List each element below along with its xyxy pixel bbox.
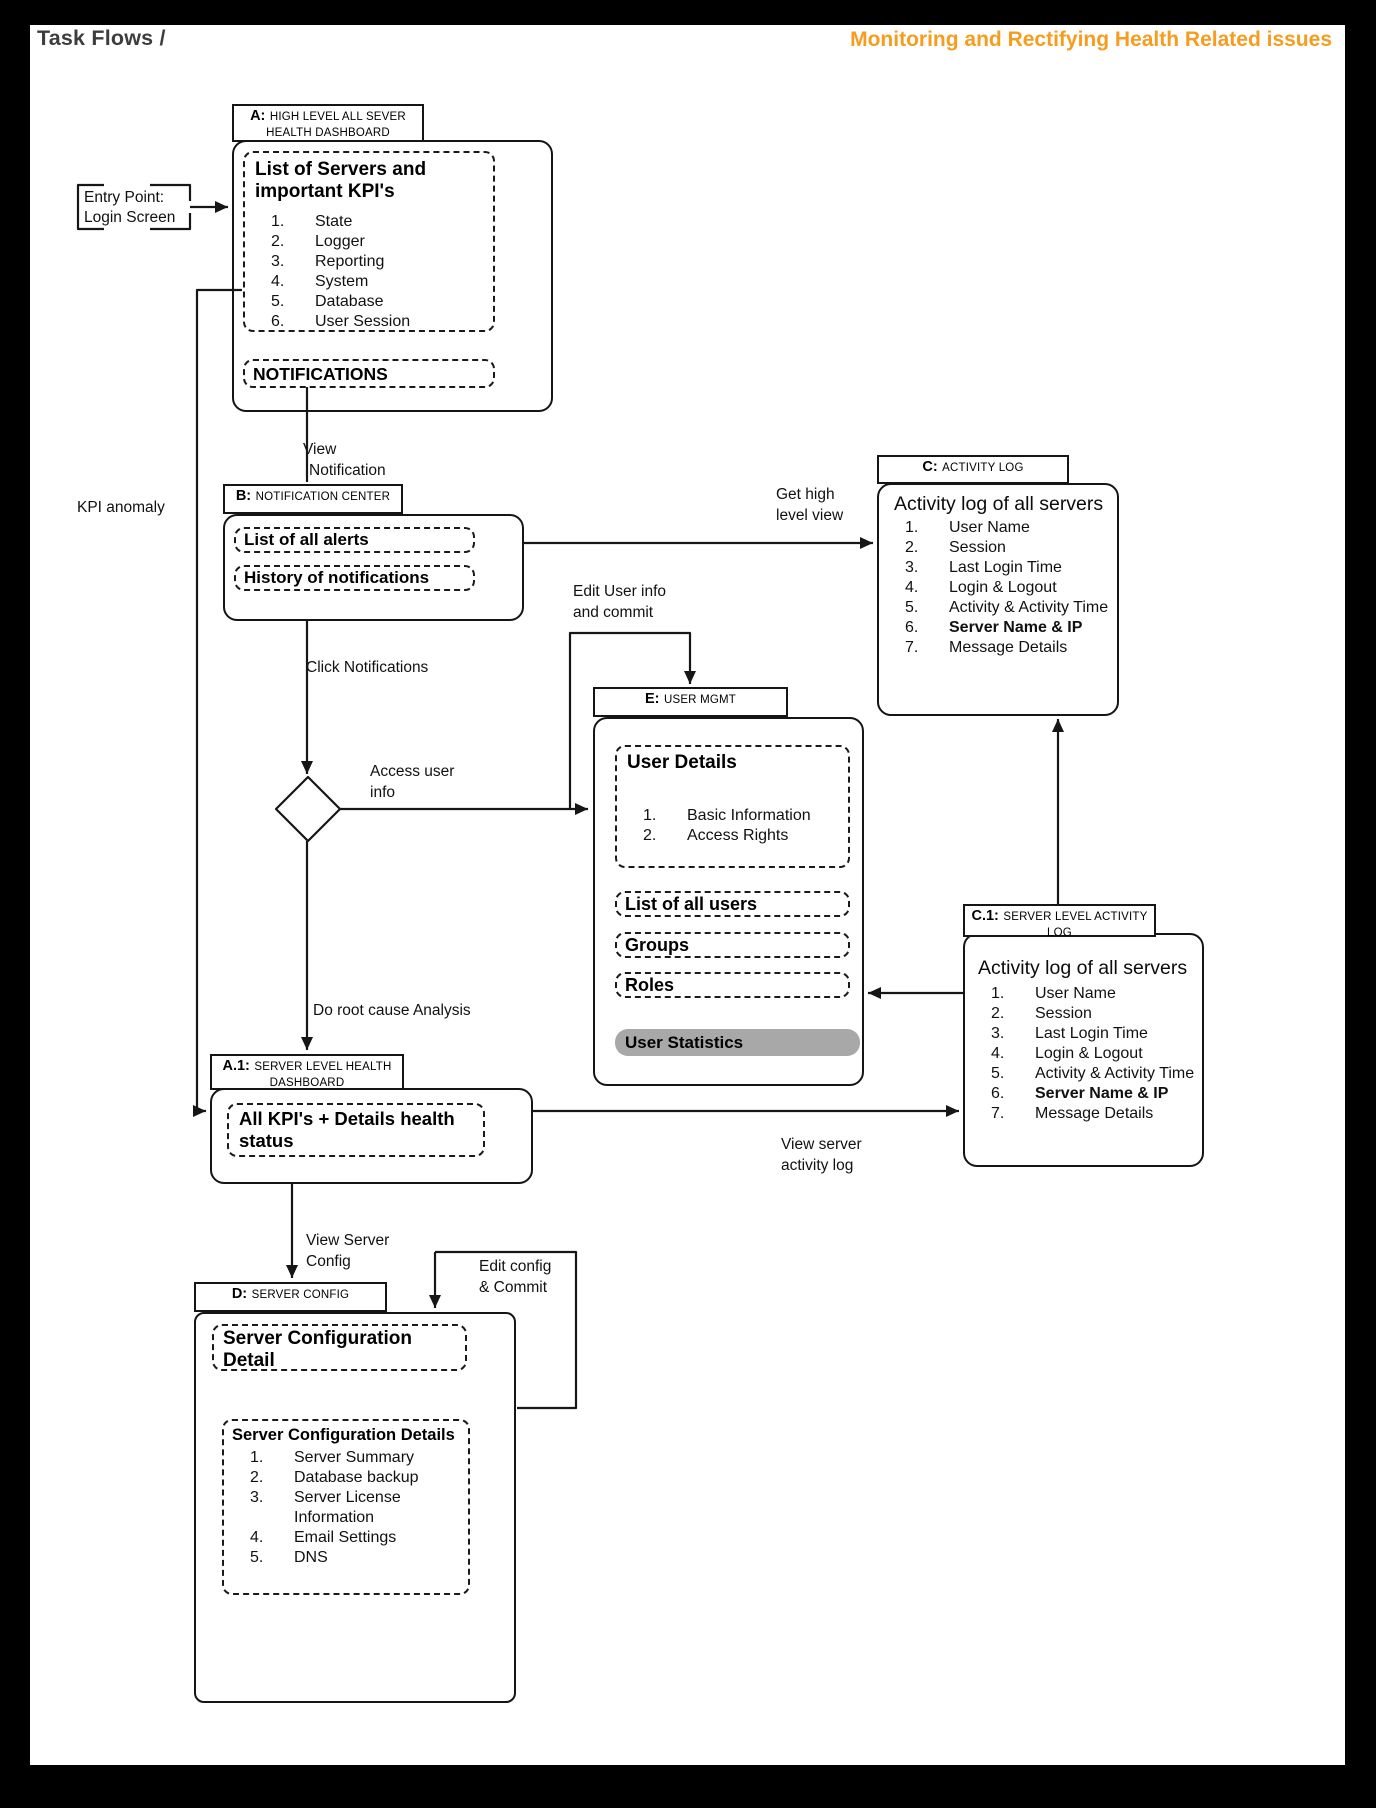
list-item-number: 3. [991,1025,1005,1042]
node-b-box [223,514,524,621]
list-item [617,806,848,826]
node-a-kpi-list [245,212,493,332]
list-item-number: 1. [643,807,657,824]
list-item-text: Basic Information [687,807,811,824]
edge-label-view-server-activity-l1: View server [781,1136,862,1153]
list-item [245,272,493,292]
list-item [965,984,1202,1004]
list-item-number: 2. [271,233,285,250]
list-item-number: 2. [905,539,919,556]
list-item-text: Message Details [1035,1105,1154,1122]
node-c-list [879,518,1117,658]
list-item-number: 1. [905,519,919,536]
node-c1-title: Activity log of all servers [978,957,1188,979]
list-item-number: 5. [991,1065,1005,1082]
list-item [245,232,493,252]
node-a1-kpi-panel [227,1103,485,1157]
list-item-text: Server Name & IP [1035,1085,1169,1102]
node-e-user-details-list [617,806,848,846]
list-item-number: 3. [250,1489,264,1506]
node-c-title: Activity log of all servers [894,493,1104,515]
list-item-number: 6. [905,619,919,636]
list-item-text: Last Login Time [1035,1025,1148,1042]
edge-label-get-high-level-view [776,485,843,526]
node-a1-content: All KPI's + Details health status [239,1108,455,1151]
node-d-details-panel [222,1419,470,1595]
list-item [224,1528,468,1548]
node-e-label [593,687,788,717]
node-a1-box [210,1088,533,1184]
node-c1-label [963,904,1156,937]
list-item [965,1104,1202,1124]
node-b-history-panel [234,565,475,591]
node-c1-box [963,933,1204,1167]
list-item [879,538,1117,558]
list-item [879,518,1117,538]
entry-point-line2: Login Screen [84,209,176,226]
list-item [879,618,1117,638]
edge-label-get-high-l1: Get high [776,486,835,503]
edge-label-edit-user-info [573,582,666,623]
list-item-text: Access Rights [687,827,789,844]
node-b-tag-title: NOTIFICATION CENTER [255,491,391,503]
node-e-box [593,717,864,1086]
node-e-user-details-title: User Details [627,752,737,773]
node-d-tag-title: SERVER CONFIG [251,1289,350,1301]
edge-label-access-user-l1: Access user [370,763,455,780]
node-e-roles-label: Roles [625,975,675,995]
list-item-number: 5. [905,599,919,616]
edge-label-edit-config-l2: & Commit [479,1278,548,1296]
list-item-text: System [315,273,369,290]
list-item-number: 1. [991,985,1005,1002]
node-a-label [232,104,424,142]
node-c-tag: C: [922,459,938,475]
entry-point-line1: Entry Point: [84,189,165,206]
node-d-tag: D: [231,1286,248,1302]
list-item [879,578,1117,598]
node-b-alerts-label: List of all alerts [244,530,369,549]
list-item-number: 4. [250,1529,264,1546]
node-b-history-label: History of notifications [244,568,430,587]
list-item [245,312,493,332]
list-item [245,252,493,272]
node-d-detail-panel [212,1324,467,1371]
edge-label-view-notification [303,440,386,481]
list-item-text: User Name [1035,985,1116,1002]
node-e-tag: E: [644,691,660,707]
list-item-text: Login & Logout [1035,1045,1143,1062]
list-item-number: 6. [271,313,285,330]
list-item-text: Message Details [949,639,1068,656]
list-item [224,1448,468,1468]
node-d-detail-title: Server Configuration Detail [223,1328,412,1371]
node-c1-tag: C.1: [971,908,999,924]
node-b-tag: B: [235,488,252,504]
list-item [617,826,848,846]
node-a-notifications-label: NOTIFICATIONS [253,363,388,384]
list-item-text: User Session [315,313,411,330]
list-item-text: Reporting [315,253,385,270]
list-item-number: 4. [991,1045,1005,1062]
list-item-text: DNS [294,1549,328,1566]
node-a-tag-title: HIGH LEVEL ALL SEVER HEALTH DASHBOARD [266,111,406,139]
node-c1-tag-title: SERVER LEVEL ACTIVITY LOG [1003,911,1148,939]
list-item-number: 4. [905,579,919,596]
node-e-roles-panel [615,972,850,998]
node-c-box [877,483,1119,716]
node-a-kpi-title: List of Servers and important KPI's [255,159,427,202]
list-item [965,1004,1202,1024]
edge-label-click-notifications: Click Notifications [306,659,429,676]
edge-label-edit-config-l1: Edit config [479,1258,552,1275]
node-c1-list [965,984,1202,1124]
list-item-number: 1. [271,213,285,230]
list-item-number: 3. [905,559,919,576]
list-item-number: 7. [991,1105,1005,1122]
node-b-alerts-panel [234,527,475,553]
node-d-box [194,1312,516,1703]
list-item-number: 7. [905,639,919,656]
list-item-text: Last Login Time [949,559,1062,576]
list-item-text: Logger [315,233,365,250]
list-item-text: Login & Logout [949,579,1057,596]
node-a-box [232,140,553,412]
list-item [879,598,1117,618]
list-item [245,212,493,232]
node-b-label [223,484,403,514]
node-a-kpi-panel [243,151,495,332]
edge-label-view-server-activity [781,1135,862,1176]
list-item-number: 1. [250,1449,264,1466]
node-e-users-label: List of all users [625,894,758,914]
edge-label-view-server-config [306,1231,389,1272]
edge-label-access-user-info [370,762,454,803]
list-item-number: 4. [271,273,285,290]
list-item-text: User Name [949,519,1030,536]
list-item-text: Session [1035,1005,1092,1022]
node-e-user-details-panel [615,745,850,868]
flow-title: Monitoring and Rectifying Health Related issues [850,28,1332,51]
list-item-number: 3. [271,253,285,270]
node-e-user-statistics-label: User Statistics [625,1032,744,1052]
list-item-number: 5. [271,293,285,310]
list-item-number: 2. [643,827,657,844]
list-item [224,1488,468,1528]
node-e-groups-label: Groups [625,935,690,955]
edge-label-get-high-l2: level view [776,506,844,524]
node-d-label [194,1282,387,1312]
list-item [224,1548,468,1568]
edge-label-edit-user-l1: Edit User info [573,583,667,600]
list-item-number: 6. [991,1085,1005,1102]
list-item-text: Server License Information [294,1489,401,1526]
node-e-groups-panel [615,932,850,958]
list-item [965,1044,1202,1064]
list-item-text: Session [949,539,1006,556]
edge-label-do-root-cause: Do root cause Analysis [313,1002,471,1019]
list-item [879,638,1117,658]
node-d-details-title: Server Configuration Details [232,1426,455,1444]
edge-label-access-user-l2: info [370,783,395,801]
list-item [965,1064,1202,1084]
list-item-text: Database backup [294,1469,419,1486]
edge-label-edit-config [479,1257,551,1298]
list-item [245,292,493,312]
list-item [965,1084,1202,1104]
node-c-label [877,455,1069,484]
list-item-number: 5. [250,1549,264,1566]
edge-label-view-notification-l2: Notification [309,461,386,479]
list-item-text: Server Summary [294,1449,415,1466]
node-a1-tag: A.1: [222,1058,250,1074]
node-a-notifications-panel [243,359,495,388]
node-e-user-statistics [615,1029,860,1056]
node-a1-label [210,1054,404,1090]
list-item [965,1024,1202,1044]
page-title: Task Flows / [37,26,166,50]
list-item-text: Database [315,293,384,310]
node-e-users-panel [615,891,850,917]
list-item [879,558,1117,578]
edge-label-kpi-anomaly: KPI anomaly [77,499,165,516]
list-item-text: State [315,213,353,230]
list-item-text: Activity & Activity Time [949,599,1109,616]
node-a-tag: A: [250,108,266,124]
edge-label-view-notification-l1: View [303,441,337,458]
edge-label-view-server-activity-l2: activity log [781,1156,854,1174]
list-item [224,1468,468,1488]
entry-point-label [84,188,175,228]
list-item-number: 2. [991,1005,1005,1022]
edge-label-view-server-config-l1: View Server [306,1232,390,1249]
list-item-number: 2. [250,1469,264,1486]
node-c-tag-title: ACTIVITY LOG [942,462,1024,474]
node-d-details-list [224,1448,468,1568]
edge-label-view-server-config-l2: Config [306,1252,351,1270]
node-a1-tag-title: SERVER LEVEL HEALTH DASHBOARD [254,1061,392,1089]
list-item-text: Email Settings [294,1529,397,1546]
edge-label-edit-user-l2: and commit [573,603,654,621]
list-item-text: Activity & Activity Time [1035,1065,1195,1082]
list-item-text: Server Name & IP [949,619,1083,636]
node-e-tag-title: USER MGMT [663,694,737,706]
